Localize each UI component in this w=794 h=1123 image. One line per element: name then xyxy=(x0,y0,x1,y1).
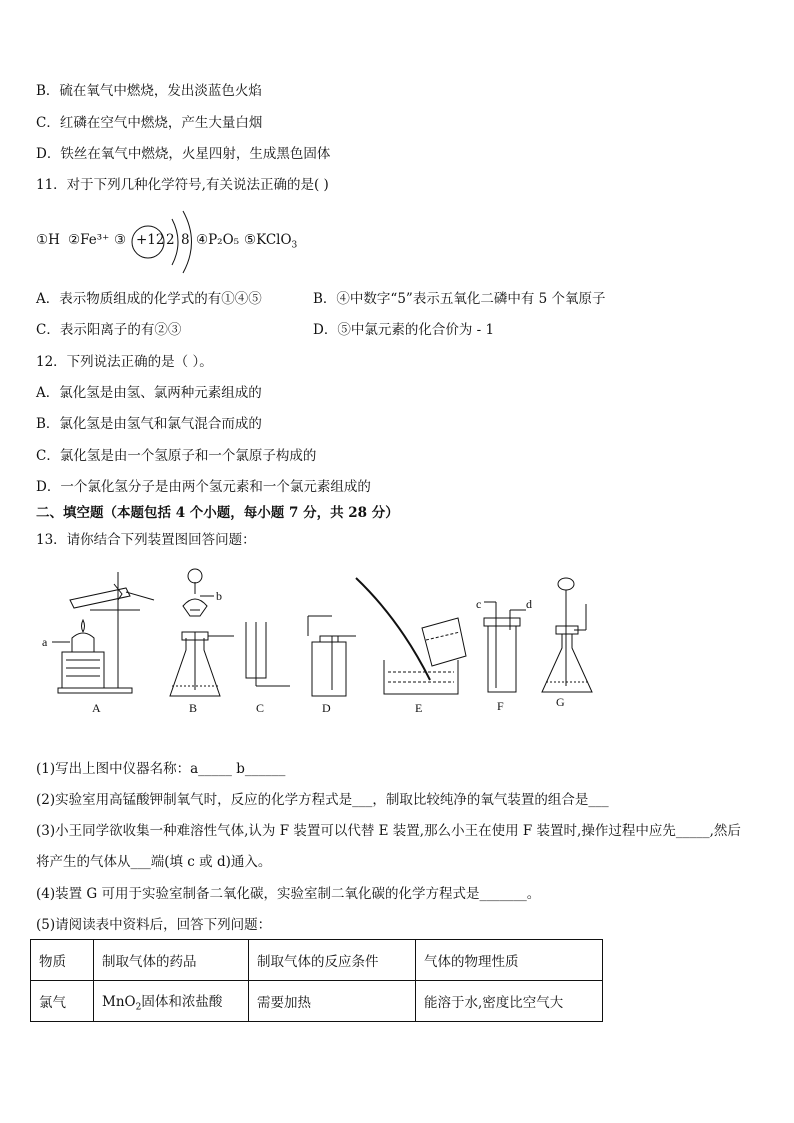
symbol-3: ③ xyxy=(114,232,127,248)
section-heading-fill-in: 二、填空题（本题包括 4 个小题，每小题 7 分，共 28 分） xyxy=(36,505,399,521)
option-c-q10: C．红磷在空气中燃烧，产生大量白烟 xyxy=(36,115,263,131)
q13-part-4: (4)装置 G 可用于实验室制备二氧化碳，实验室制二氧化碳的化学方程式是_______。 xyxy=(36,886,541,902)
nucleus-charge: +12 xyxy=(136,232,165,248)
option-b-q12: B．氯化氢是由氢气和氯气混合而成的 xyxy=(36,416,262,432)
label-b: b xyxy=(216,589,222,603)
option-a-q11: A．表示物质组成的化学式的有①④⑤ xyxy=(36,291,262,307)
option-c-q12: C．氯化氢是由一个氢原子和一个氯原子构成的 xyxy=(36,448,317,464)
label-G: G xyxy=(556,695,565,709)
apparatus-c xyxy=(246,622,290,686)
symbol-2: ②Fe³⁺ xyxy=(68,232,110,248)
q13-part-5: (5)请阅读表中资料后，回答下列问题： xyxy=(36,917,272,933)
apparatus-d xyxy=(308,616,356,696)
header-substance: 物质 xyxy=(31,940,94,981)
label-E: E xyxy=(415,701,423,715)
apparatus-e xyxy=(356,578,466,694)
question-11: 11．对于下列几种化学符号,有关说法正确的是( ) xyxy=(36,177,329,193)
question-13: 13．请你结合下列装置图回答问题： xyxy=(36,532,256,548)
header-reagents: 制取气体的药品 xyxy=(94,940,249,981)
chemical-symbols-row xyxy=(36,205,336,277)
q13-part-3a: (3)小王同学欲收集一种难溶性气体,认为 F 装置可以代替 E 装置,那么小王在使用 F 装置时,操作过程中应先_____,然后 xyxy=(36,823,741,839)
question-12: 12．下列说法正确的是（ ）。 xyxy=(36,354,213,370)
table-header-row xyxy=(31,940,603,981)
apparatus-f xyxy=(484,602,526,692)
option-d-q12: D．一个氯化氢分子是由两个氢元素和一个氯元素组成的 xyxy=(36,479,371,495)
label-C: C xyxy=(256,701,265,715)
header-conditions: 制取气体的反应条件 xyxy=(249,940,416,981)
label-d: d xyxy=(526,597,532,611)
symbol-1: ①H xyxy=(36,232,60,248)
apparatus-g xyxy=(542,578,592,692)
symbol-4: ④P₂O₅ xyxy=(196,232,240,248)
q13-part-3b: 将产生的气体从___端(填 c 或 d)通入。 xyxy=(36,854,272,870)
label-F: F xyxy=(497,699,504,713)
cell-conditions: 需要加热 xyxy=(249,981,416,1022)
option-a-q12: A．氯化氢是由氢、氯两种元素组成的 xyxy=(36,385,262,401)
q13-part-2: (2)实验室用高锰酸钾制氧气时，反应的化学方程式是___，制取比较纯净的氧气装置的组合是___ xyxy=(36,792,609,808)
option-b-q11: B．④中数字“5”表示五氧化二磷中有 5 个氧原子 xyxy=(313,291,606,307)
table-row xyxy=(31,981,603,1022)
option-b-q10: B．硫在氧气中燃烧，发出淡蓝色火焰 xyxy=(36,83,262,99)
option-d-q10: D．铁丝在氧气中燃烧，火星四射，生成黑色固体 xyxy=(36,146,331,162)
label-c: c xyxy=(476,597,482,611)
apparatus-a xyxy=(52,572,154,693)
shell-2-electrons: 8 xyxy=(181,232,190,248)
apparatus-b xyxy=(170,569,234,696)
label-B: B xyxy=(189,701,198,715)
label-A: A xyxy=(92,701,101,715)
symbol-5: ⑤KClO$_3$ xyxy=(244,232,298,251)
lab-apparatus-diagram xyxy=(30,560,610,720)
q13-part-1: (1)写出上图中仪器名称：a_____ b______ xyxy=(36,761,286,777)
label-D: D xyxy=(322,701,331,715)
option-d-q11: D．⑤中氯元素的化合价为 - 1 xyxy=(313,322,495,338)
shell-1-electrons: 2 xyxy=(166,232,175,248)
cell-reagents: MnO$_2$固体和浓盐酸 xyxy=(94,981,249,1022)
cell-substance: 氯气 xyxy=(31,981,94,1022)
cell-properties: 能溶于水,密度比空气大 xyxy=(416,981,603,1022)
label-a: a xyxy=(42,635,48,649)
option-c-q11: C．表示阳离子的有②③ xyxy=(36,322,182,338)
header-properties: 气体的物理性质 xyxy=(416,940,603,981)
gas-info-table xyxy=(30,939,603,1022)
